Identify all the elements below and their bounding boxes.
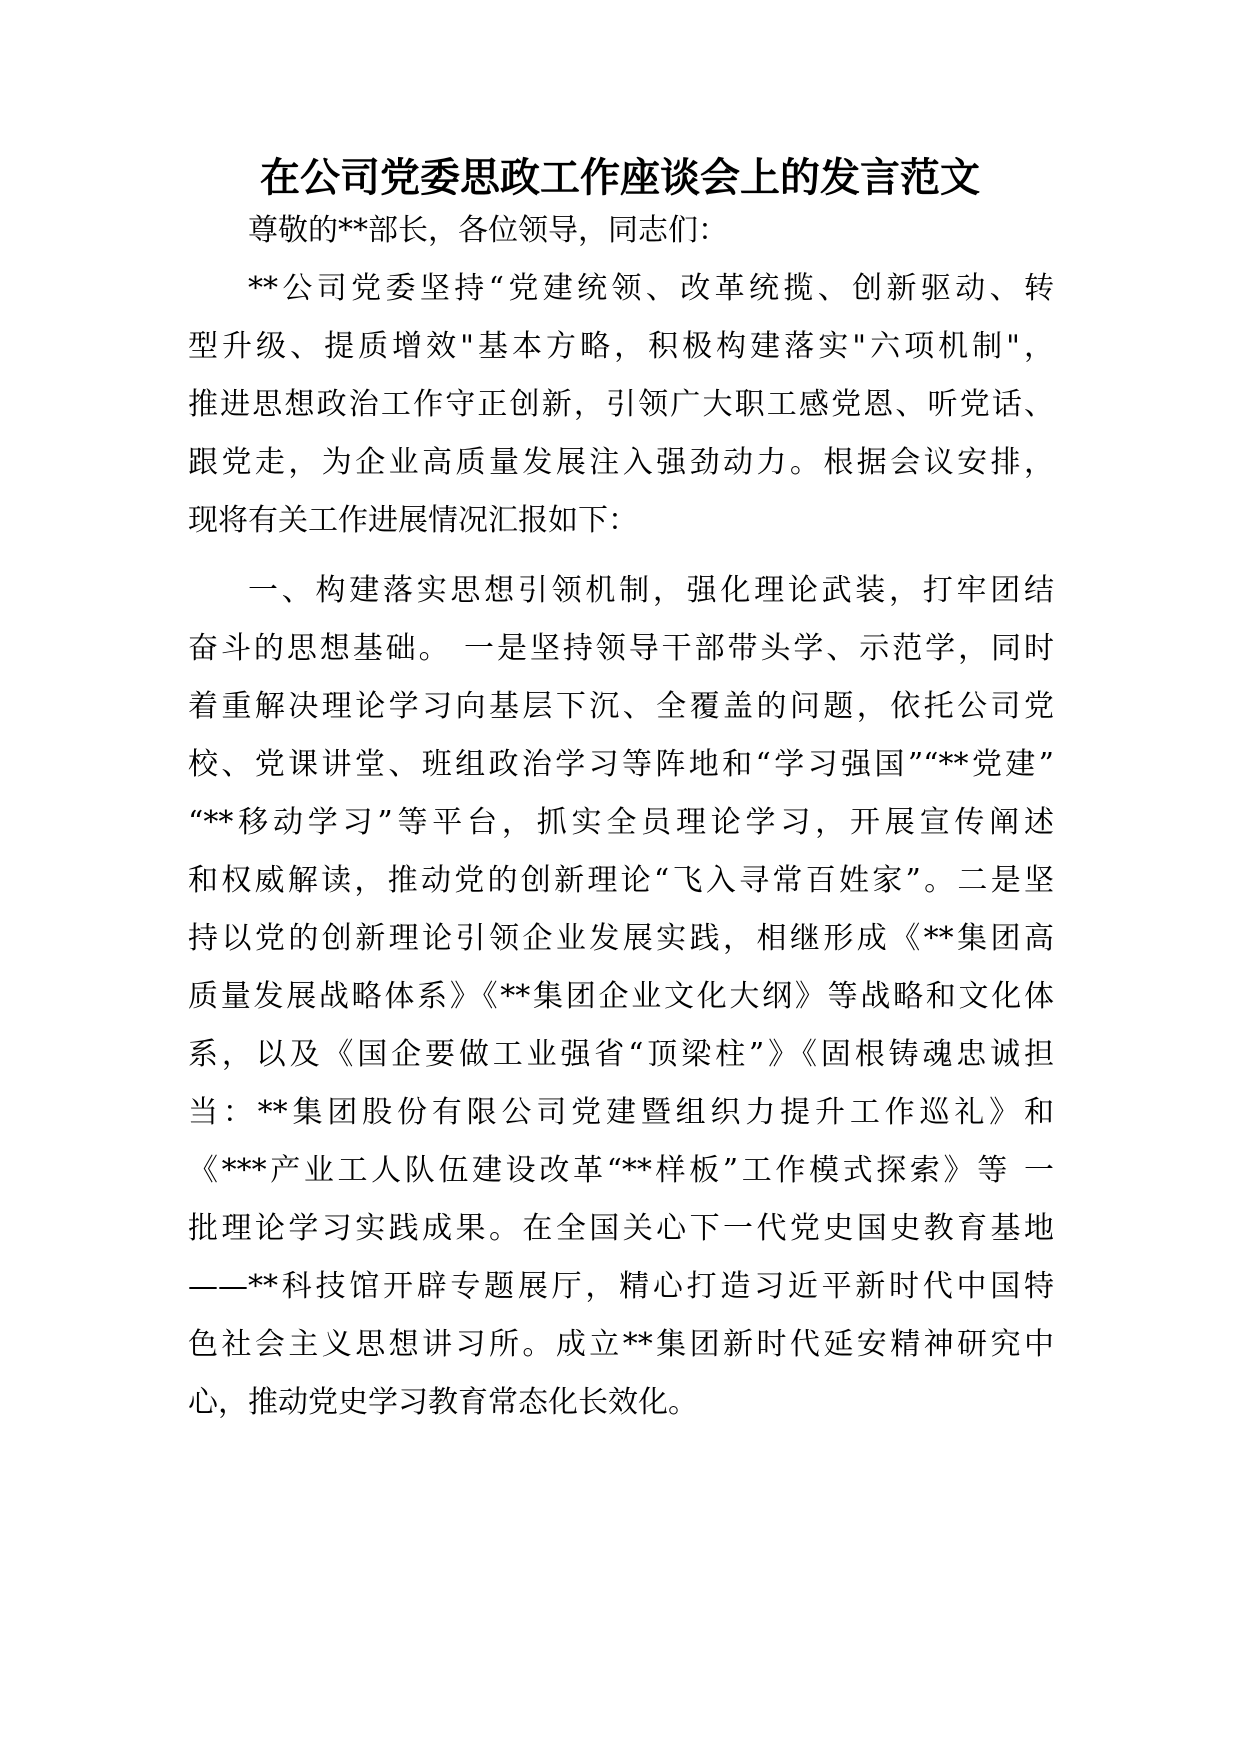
paragraph-line: ——**科技馆开辟专题展厅，精心打造习近平新时代中国特	[188, 1269, 1054, 1304]
paragraph-line: 《***产业工人队伍建设改革“**样板”工作模式探索》等 一	[188, 1153, 1054, 1188]
paragraph-line: 着重解决理论学习向基层下沉、全覆盖的问题，依托公司党	[188, 689, 1054, 724]
paragraph-line: 校、党课讲堂、班组政治学习等阵地和“学习强国”“**党建”	[188, 747, 1054, 782]
paragraph-line: 当：**集团股份有限公司党建暨组织力提升工作巡礼》和	[188, 1095, 1054, 1130]
paragraph-section-one	[188, 562, 1054, 1432]
paragraph-line: 持以党的创新理论引领企业发展实践，相继形成《**集团高	[188, 921, 1054, 956]
paragraph-line: 一、构建落实思想引领机制，强化理论武装，打牢团结	[248, 573, 1054, 608]
salutation: 尊敬的**部长，各位领导，同志们：	[248, 213, 728, 248]
paragraph-line: 推进思想政治工作守正创新，引领广大职工感党恩、听党话、	[188, 387, 1054, 422]
paragraph-line: 色社会主义思想讲习所。成立**集团新时代延安精神研究中	[188, 1327, 1054, 1362]
paragraph-line: “**移动学习”等平台，抓实全员理论学习，开展宣传阐述	[188, 805, 1054, 840]
document-body	[188, 202, 1054, 1432]
paragraph-line: 和权威解读，推动党的创新理论“飞入寻常百姓家”。二是坚	[188, 863, 1054, 898]
paragraph-line: 心，推动党史学习教育常态化长效化。	[188, 1385, 698, 1420]
paragraph-line: 质量发展战略体系》《**集团企业文化大纲》等战略和文化体	[188, 979, 1054, 1014]
paragraph-line: 型升级、提质增效"基本方略，积极构建落实"六项机制"，	[188, 329, 1054, 364]
paragraph-intro	[188, 260, 1054, 550]
paragraph-line: 现将有关工作进展情况汇报如下：	[188, 503, 638, 538]
paragraph-line: **公司党委坚持“党建统领、改革统揽、创新驱动、转	[248, 271, 1054, 306]
paragraph-line: 系，以及《国企要做工业强省“顶梁柱”》《固根铸魂忠诚担	[188, 1037, 1054, 1072]
paragraph-line: 奋斗的思想基础。 一是坚持领导干部带头学、示范学，同时	[188, 631, 1054, 666]
paragraph-line: 批理论学习实践成果。在全国关心下一代党史国史教育基地	[188, 1211, 1054, 1246]
document-title: 在公司党委思政工作座谈会上的发言范文	[260, 155, 980, 201]
paragraph-line: 跟党走，为企业高质量发展注入强劲动力。根据会议安排，	[188, 445, 1054, 480]
